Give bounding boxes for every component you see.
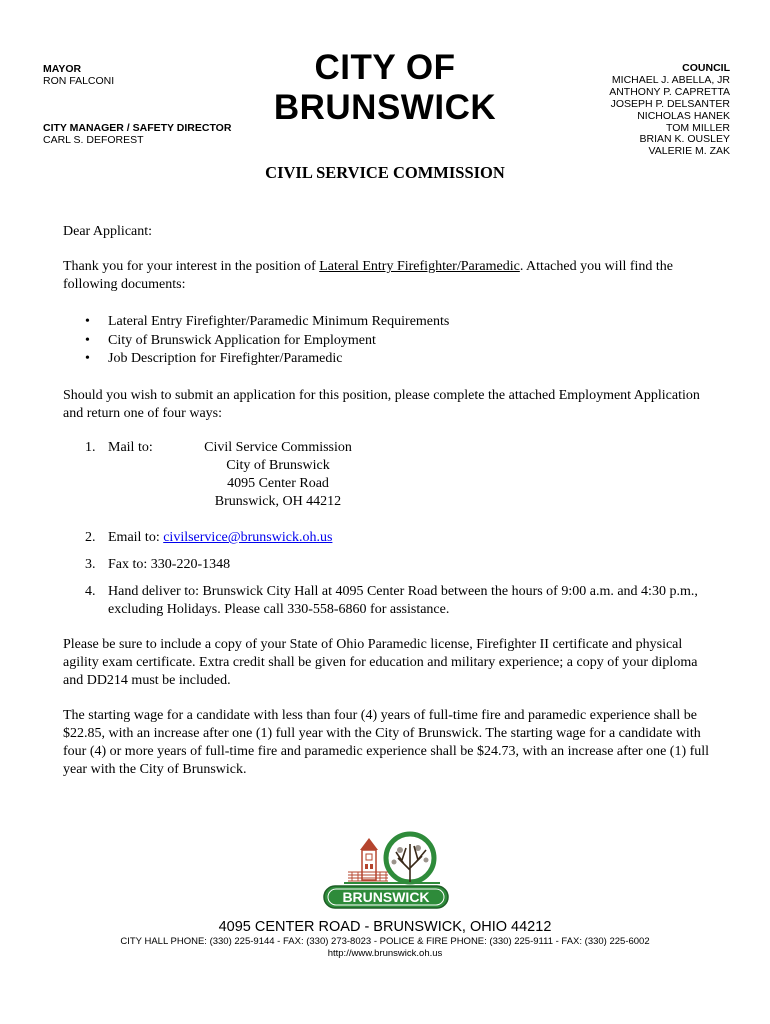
council-member: BRIAN K. OUSLEY [639,133,730,146]
email-row [108,529,332,547]
list-item: • Lateral Entry Firefighter/Paramedic Minimum Requirements [85,313,449,332]
option-number: 2. [85,530,96,545]
intro-paragraph [63,258,713,294]
requirements-paragraph: Please be sure to include a copy of your State of Ohio Paramedic license, Firefighter II certificate and physical agility exam certificate. Extra credit shall be given for education and military experience; a copy of your diploma and DD214 must be included. [63,637,698,688]
page-heading: CIVIL SERVICE COMMISSION [265,163,505,182]
footer-address: 4095 CENTER ROAD - BRUNSWICK, OHIO 44212 [218,919,552,935]
email-link[interactable]: civilservice@brunswick.oh.us [163,530,333,545]
position-name: Lateral Entry Firefighter/Paramedic [319,259,520,274]
document-list [85,313,449,369]
city-manager-title: CITY MANAGER / SAFETY DIRECTOR [43,122,232,134]
hand-deliver-text: Hand deliver to: Brunswick City Hall at 4095 Center Road between the hours of 9:00 a.m. and 4:30 p.m., excluding Holidays. Please call 330-558-6860 for assistance. [108,584,698,617]
council-member: TOM MILLER [666,121,730,134]
council-member: JOSEPH P. DELSANTER [610,97,730,110]
city-title: CITY OF BRUNSWICK [273,48,497,127]
address-line: 4095 Center Road [227,476,329,491]
council-member: NICHOLAS HANEK [637,109,730,122]
mayor-name: RON FALCONI [43,75,115,87]
mail-address [198,439,358,511]
address-line: Brunswick, OH 44212 [214,494,342,509]
council-member: VALERIE M. ZAK [648,145,730,158]
city-manager-name: CARL S. DEFOREST [43,134,144,146]
intro-text: Thank you for your interest in the position of [63,259,320,274]
wage-paragraph: The starting wage for a candidate with less than four (4) years of full-time fire and paramedic experience shall be $22.85, with an increase after one (1) full year with the City of Brunswick. The starting wage for a candidate with four (4) or more years of full-time fire and paramedic experience shall be $24.73, with an increase after one (1) full year with the City of Brunswick. [63,708,710,777]
footer-phones: CITY HALL PHONE: (330) 225-9144 - FAX: (330) 273-8023 - POLICE & FIRE PHONE: (330) 225-9111 - FAX: (330) 225-6002 [120,936,650,947]
city-manager-block [43,122,231,146]
intro-text-end: . Attached you will find the following documents: [63,259,674,292]
address-line: City of Brunswick [226,458,330,473]
logo-text: BRUNSWICK [342,889,430,905]
option-number: 1. [85,440,96,455]
mayor-title: MAYOR [43,63,82,75]
greeting: Dear Applicant: [63,224,153,239]
list-item: • City of Brunswick Application for Employment [85,332,449,351]
submit-paragraph: Should you wish to submit an application for this position, please complete the attached Employment Application and return one of four ways: [63,388,700,421]
council-block [609,63,730,158]
address-line: Civil Service Commission [204,440,352,455]
mail-label: Mail to: [108,440,153,455]
footer-url[interactable]: http://www.brunswick.oh.us [327,948,443,959]
council-title: COUNCIL [682,62,730,74]
brunswick-logo [318,830,454,914]
mayor-block [43,63,114,87]
council-member: MICHAEL J. ABELLA, JR [611,73,730,86]
council-member: ANTHONY P. CAPRETTA [609,85,730,98]
email-label: Email to: [108,530,164,545]
option-number: 3. [85,557,96,572]
fax-text: Fax to: 330-220-1348 [108,557,231,572]
list-item: • Job Description for Firefighter/Paramedic [85,350,449,369]
option-number: 4. [85,584,96,599]
